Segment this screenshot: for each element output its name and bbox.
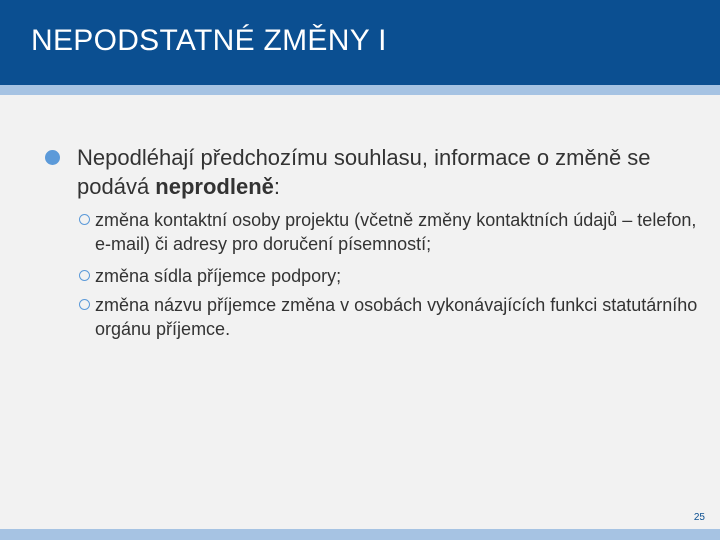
footer-accent-band: [0, 529, 720, 540]
sub-bullet-text-2: změna sídla příjemce podpory;: [95, 266, 342, 286]
sub-bullet-text-1: změna kontaktní osoby projektu (včetně změny kontaktních údajů – telefon, e-mail) či adresy pro doručení písemností;: [95, 210, 697, 254]
sub-bullet-icon: [79, 270, 90, 281]
sub-bullet-text-3: změna názvu příjemce změna v osobách vykonávajících funkci statutárního orgánu příjemce.: [95, 295, 698, 339]
main-bullet-text-bold: neprodleně: [155, 174, 274, 199]
slide-title: NEPODSTATNÉ ZMĚNY I: [31, 24, 387, 57]
main-bullet-text: [77, 143, 697, 201]
main-bullet-text-start: Nepodléhají předchozímu souhlasu, informace o změně se podává: [77, 145, 651, 199]
page-number: 25: [693, 512, 705, 523]
main-bullet-text-end: :: [273, 174, 280, 199]
main-bullet-icon: [45, 150, 60, 165]
sub-bullet-icon: [79, 214, 90, 225]
sub-bullet-icon: [79, 299, 90, 310]
